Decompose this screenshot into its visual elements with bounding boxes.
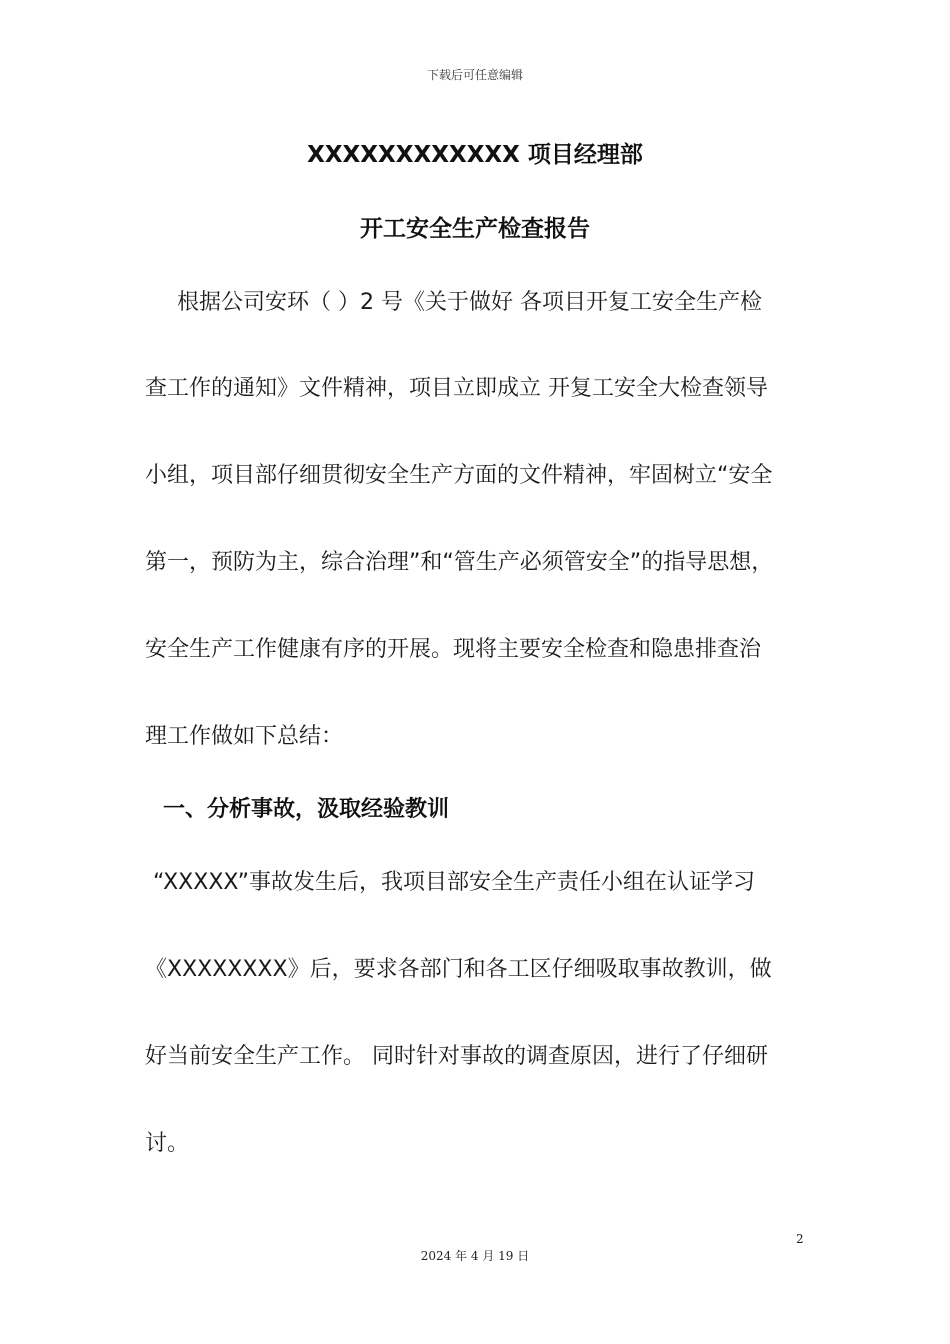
- intro-paragraph-line-6: 理工作做如下总结：: [145, 724, 344, 749]
- intro-paragraph-line-2: 查工作的通知》文件精神，项目立即成立 开复工安全大检查领导: [145, 376, 768, 401]
- page-number: 2: [796, 1232, 804, 1246]
- footer-date: 2024 年 4 月 19 日: [420, 1249, 530, 1263]
- header-note: 下载后可任意编辑: [426, 68, 523, 82]
- document-title-report: 开工安全生产检查报告: [360, 216, 590, 242]
- intro-paragraph-line-1: 根据公司安环（ ）2 号《关于做好 各项目开复工安全生产检: [177, 290, 762, 315]
- section-1-paragraph-line-1: “XXXXX”事故发生后，我项目部安全生产责任小组在认证学习: [153, 870, 755, 895]
- intro-paragraph-line-3: 小组，项目部仔细贯彻安全生产方面的文件精神，牢固树立“安全: [145, 463, 773, 488]
- section-heading-1: 一、分析事故，汲取经验教训: [163, 797, 450, 822]
- section-1-paragraph-line-2: 《XXXXXXXX》后，要求各部门和各工区仔细吸取事故教训，做: [145, 957, 772, 982]
- intro-paragraph-line-5: 安全生产工作健康有序的开展。现将主要安全检查和隐患排查治: [145, 637, 762, 662]
- intro-paragraph-line-4: 第一，预防为主，综合治理”和“管生产必须管安全”的指导思想，: [145, 550, 774, 575]
- section-1-paragraph-line-4: 讨。: [145, 1131, 190, 1156]
- document-title-organization: XXXXXXXXXXXX 项目经理部: [307, 142, 643, 168]
- section-1-paragraph-line-3: 好当前安全生产工作。 同时针对事故的调查原因，进行了仔细研: [145, 1044, 768, 1069]
